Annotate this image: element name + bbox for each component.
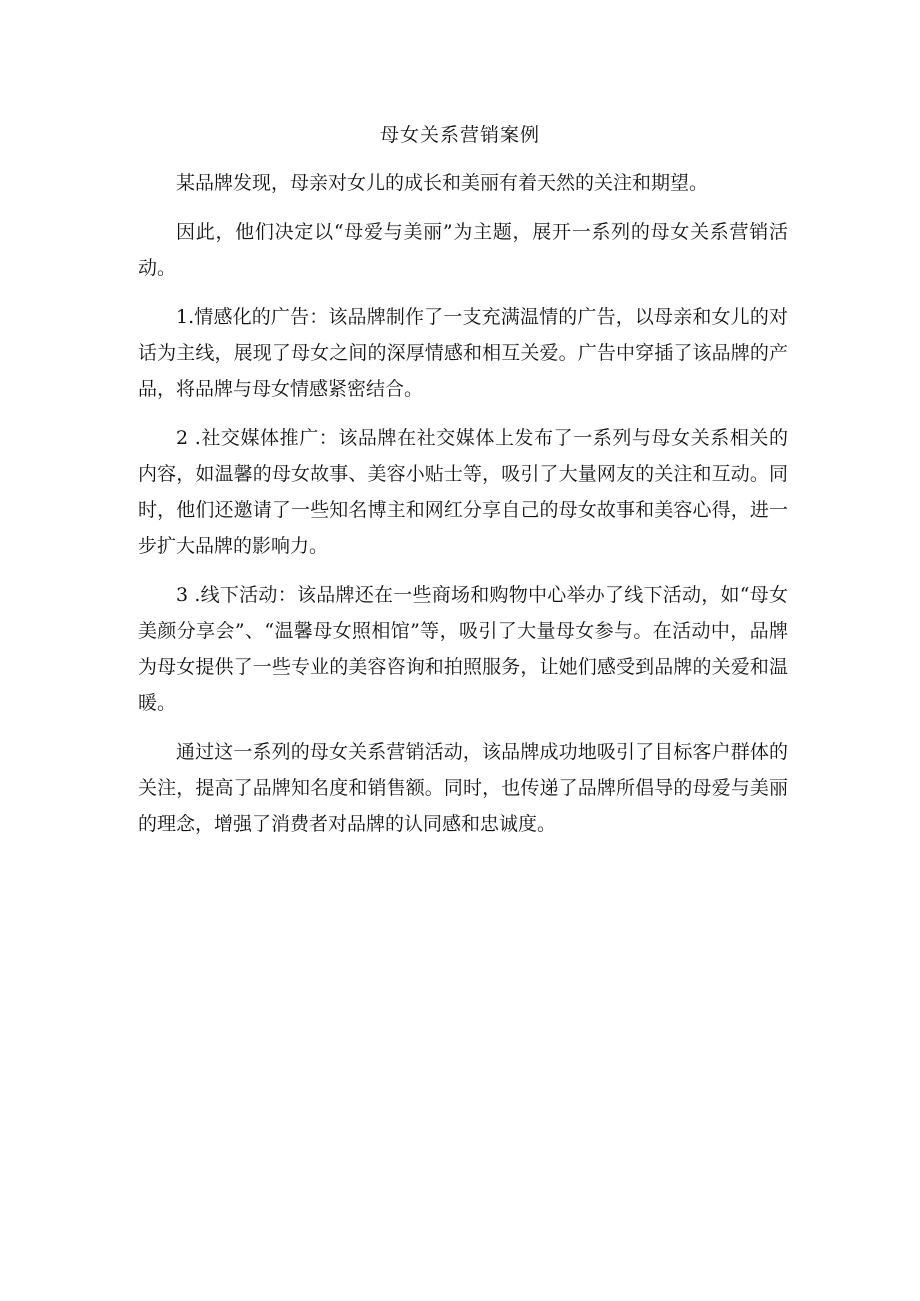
document-body xyxy=(138,165,788,855)
paragraph-emotional-ad: 1.情感化的广告：该品牌制作了一支充满温情的广告，以母亲和女儿的对话为主线，展现了母女之间的深厚情感和相互关爱。广告中穿插了该品牌的产品，将品牌与母女情感紧密结合。 xyxy=(138,306,788,400)
paragraph-theme: 因此，他们决定以“母爱与美丽”为主题，展开一系列的母女关系营销活动。 xyxy=(138,221,788,279)
document-title: 母女关系营销案例 xyxy=(379,124,540,146)
paragraph-intro: 某品牌发现，母亲对女儿的成长和美丽有着天然的关注和期望。 xyxy=(176,172,709,194)
paragraph-offline-events: 3 .线下活动：该品牌还在一些商场和购物中心举办了线下活动，如“母女美颜分享会”、“温馨母女照相馆”等，吸引了大量母女参与。在活动中，品牌为母女提供了一些专业的美容咨询和拍照服务，让她们感受到品牌的关爱和温暖。 xyxy=(138,584,788,714)
paragraph-conclusion: 通过这一系列的母女关系营销活动，该品牌成功地吸引了目标客户群体的关注，提高了品牌知名度和销售额。同时，也传递了品牌所倡导的母爱与美丽的理念，增强了消费者对品牌的认同感和忠诚度。 xyxy=(138,741,788,835)
paragraph-social-media: 2 .社交媒体推广：该品牌在社交媒体上发布了一系列与母女关系相关的内容，如温馨的母女故事、美容小贴士等，吸引了大量网友的关注和互动。同时，他们还邀请了一些知名博主和网红分享自己的母女故事和美容心得，进一步扩大品牌的影响力。 xyxy=(138,427,788,557)
